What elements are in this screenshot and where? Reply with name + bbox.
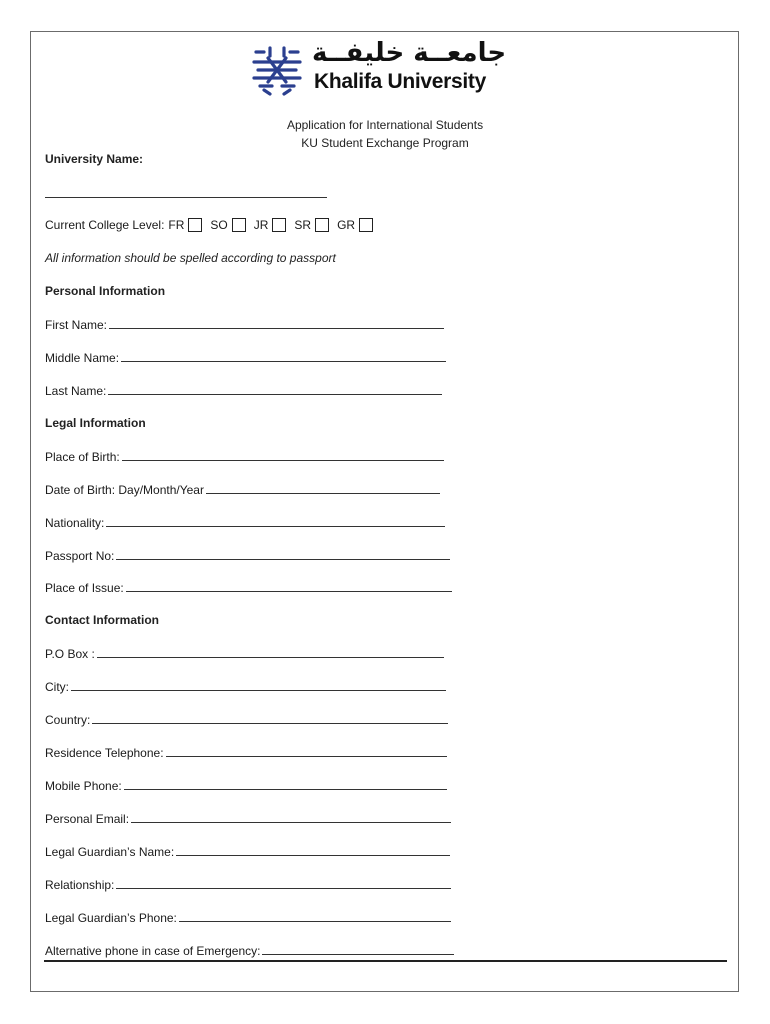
po-box-field[interactable]	[45, 645, 444, 661]
level-gr-checkbox[interactable]	[359, 218, 373, 232]
alternative-phone-input-line[interactable]	[262, 953, 454, 955]
nationality-label: Nationality:	[45, 516, 105, 530]
legal-guardian-phone-label: Legal Guardian’s Phone:	[45, 911, 177, 925]
passport-no-input-line[interactable]	[116, 558, 450, 560]
last-name-input-line[interactable]	[108, 393, 442, 395]
last-name-field[interactable]	[45, 382, 442, 398]
university-name-field[interactable]	[45, 185, 327, 198]
college-level-row	[45, 216, 381, 234]
city-field[interactable]	[45, 678, 446, 694]
level-option-fr-label: FR	[168, 218, 185, 232]
middle-name-label: Middle Name:	[45, 351, 120, 365]
form-subtitle: KU Student Exchange Program	[301, 136, 469, 150]
city-input-line[interactable]	[71, 689, 446, 691]
passport-no-label: Passport No:	[45, 549, 115, 563]
personal-email-label: Personal Email:	[45, 812, 130, 826]
personal-email-field[interactable]	[45, 810, 451, 826]
level-sr-checkbox[interactable]	[315, 218, 329, 232]
city-label: City:	[45, 680, 69, 694]
place-of-birth-field[interactable]	[45, 448, 444, 464]
level-option-sr-label: SR	[294, 218, 312, 232]
contact-information-heading: Contact Information	[45, 613, 159, 627]
bottom-divider	[44, 960, 727, 962]
residence-telephone-input-line[interactable]	[166, 755, 447, 757]
date-of-birth-field[interactable]	[45, 481, 440, 497]
level-option-so-label: SO	[210, 218, 228, 232]
logo-english-name: Khalifa University	[314, 70, 486, 93]
level-option-gr-label: GR	[337, 218, 356, 232]
mobile-phone-label: Mobile Phone:	[45, 779, 122, 793]
relationship-input-line[interactable]	[116, 887, 451, 889]
country-label: Country:	[45, 713, 91, 727]
date-of-birth-label: Date of Birth: Day/Month/Year	[45, 483, 204, 497]
middle-name-field[interactable]	[45, 349, 446, 365]
mobile-phone-field[interactable]	[45, 777, 447, 793]
place-of-issue-label: Place of Issue:	[45, 581, 124, 595]
personal-information-heading: Personal Information	[45, 284, 166, 298]
country-input-line[interactable]	[92, 722, 448, 724]
level-fr-checkbox[interactable]	[188, 218, 202, 232]
relationship-field[interactable]	[45, 876, 451, 892]
place-of-birth-input-line[interactable]	[122, 459, 444, 461]
level-so-checkbox[interactable]	[232, 218, 246, 232]
middle-name-input-line[interactable]	[121, 360, 446, 362]
country-field[interactable]	[45, 711, 448, 727]
place-of-issue-field[interactable]	[45, 579, 452, 595]
place-of-birth-label: Place of Birth:	[45, 450, 120, 464]
residence-telephone-field[interactable]	[45, 744, 447, 760]
level-option-jr-label: JR	[253, 218, 269, 232]
legal-guardian-name-field[interactable]	[45, 843, 450, 859]
place-of-issue-input-line[interactable]	[126, 590, 452, 592]
first-name-input-line[interactable]	[109, 327, 444, 329]
alternative-phone-label: Alternative phone in case of Emergency:	[45, 944, 261, 958]
level-jr-checkbox[interactable]	[272, 218, 286, 232]
passport-spelling-note: All information should be spelled according to passport	[45, 251, 336, 265]
first-name-field[interactable]	[45, 316, 444, 332]
legal-guardian-phone-field[interactable]	[45, 909, 451, 925]
university-name-label: University Name:	[45, 152, 144, 166]
date-of-birth-input-line[interactable]	[206, 492, 440, 494]
residence-telephone-label: Residence Telephone:	[45, 746, 164, 760]
logo-emblem-icon	[250, 42, 304, 96]
logo-arabic-name: جامعــة خليفــة	[312, 38, 507, 68]
last-name-label: Last Name:	[45, 384, 107, 398]
first-name-label: First Name:	[45, 318, 108, 332]
passport-no-field[interactable]	[45, 547, 450, 563]
form-title: Application for International Students	[286, 118, 484, 132]
personal-email-input-line[interactable]	[131, 821, 451, 823]
alternative-phone-field[interactable]	[45, 942, 454, 958]
po-box-label: P.O Box :	[45, 647, 95, 661]
nationality-input-line[interactable]	[106, 525, 445, 527]
college-level-label: Current College Level:	[45, 218, 165, 232]
po-box-input-line[interactable]	[97, 656, 444, 658]
khalifa-university-logo	[250, 38, 507, 96]
relationship-label: Relationship:	[45, 878, 115, 892]
legal-guardian-phone-input-line[interactable]	[179, 920, 451, 922]
legal-guardian-name-input-line[interactable]	[176, 854, 450, 856]
mobile-phone-input-line[interactable]	[124, 788, 447, 790]
nationality-field[interactable]	[45, 514, 445, 530]
legal-guardian-name-label: Legal Guardian’s Name:	[45, 845, 175, 859]
legal-information-heading: Legal Information	[45, 416, 146, 430]
